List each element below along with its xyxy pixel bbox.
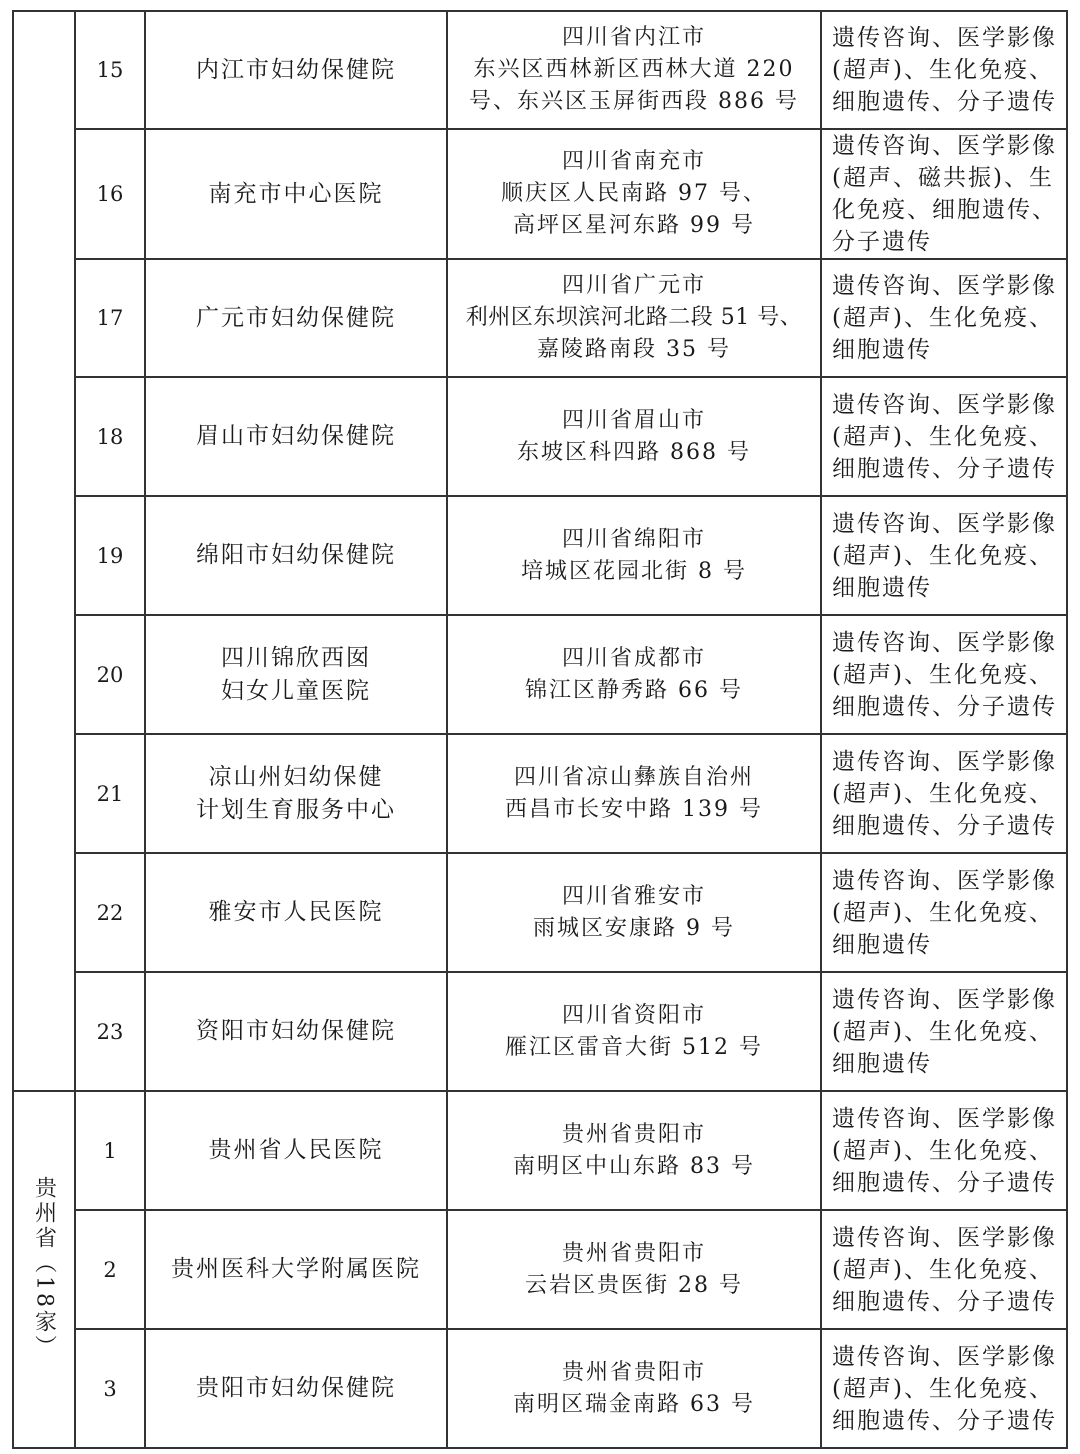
hospital-name: 广元市妇幼保健院	[145, 259, 447, 377]
hospital-services: 遗传咨询、医学影像 (超声)、生化免疫、 细胞遗传、分子遗传	[821, 734, 1067, 853]
hospital-name: 凉山州妇幼保健 计划生育服务中心	[145, 734, 447, 853]
hospital-services: 遗传咨询、医学影像 (超声)、生化免疫、 细胞遗传、分子遗传	[821, 615, 1067, 734]
hospital-name: 贵州省人民医院	[145, 1091, 447, 1210]
hospital-address: 四川省眉山市 东坡区科四路 868 号	[447, 377, 821, 496]
row-number: 17	[75, 259, 145, 377]
hospital-services: 遗传咨询、医学影像 (超声)、生化免疫、 细胞遗传	[821, 259, 1067, 377]
hospital-services: 遗传咨询、医学影像 (超声)、生化免疫、 细胞遗传、分子遗传	[821, 11, 1067, 129]
hospital-services: 遗传咨询、医学影像 (超声)、生化免疫、 细胞遗传	[821, 496, 1067, 615]
table-row	[13, 11, 1067, 129]
hospital-name: 四川锦欣西囡 妇女儿童医院	[145, 615, 447, 734]
row-number: 21	[75, 734, 145, 853]
table-row	[13, 615, 1067, 734]
hospital-address: 四川省成都市 锦江区静秀路 66 号	[447, 615, 821, 734]
table-row	[13, 1210, 1067, 1329]
hospital-name: 贵阳市妇幼保健院	[145, 1329, 447, 1448]
row-number: 18	[75, 377, 145, 496]
hospital-services: 遗传咨询、医学影像 (超声、磁共振)、生 化免疫、细胞遗传、 分子遗传	[821, 129, 1067, 259]
row-number: 3	[75, 1329, 145, 1448]
institution-table	[12, 10, 1068, 1449]
hospital-name: 南充市中心医院	[145, 129, 447, 259]
table-row	[13, 1329, 1067, 1448]
hospital-services: 遗传咨询、医学影像 (超声)、生化免疫、 细胞遗传、分子遗传	[821, 377, 1067, 496]
hospital-services: 遗传咨询、医学影像 (超声)、生化免疫、 细胞遗传、分子遗传	[821, 1329, 1067, 1448]
table-row	[13, 377, 1067, 496]
table-row	[13, 734, 1067, 853]
hospital-services: 遗传咨询、医学影像 (超声)、生化免疫、 细胞遗传、分子遗传	[821, 1210, 1067, 1329]
hospital-address: 贵州省贵阳市 南明区中山东路 83 号	[447, 1091, 821, 1210]
hospital-address: 四川省资阳市 雁江区雷音大街 512 号	[447, 972, 821, 1091]
hospital-services: 遗传咨询、医学影像 (超声)、生化免疫、 细胞遗传	[821, 853, 1067, 972]
hospital-name: 绵阳市妇幼保健院	[145, 496, 447, 615]
hospital-name: 雅安市人民医院	[145, 853, 447, 972]
hospital-address: 四川省南充市 顺庆区人民南路 97 号、 高坪区星河东路 99 号	[447, 129, 821, 259]
row-number: 2	[75, 1210, 145, 1329]
province-cell-sichuan	[13, 11, 75, 1091]
hospital-address: 四川省内江市 东兴区西林新区西林大道 220 号、东兴区玉屏街西段 886 号	[447, 11, 821, 129]
hospital-address: 四川省雅安市 雨城区安康路 9 号	[447, 853, 821, 972]
hospital-name: 内江市妇幼保健院	[145, 11, 447, 129]
province-cell-guizhou	[13, 1091, 75, 1448]
province-label: 贵州省（18家）	[31, 1175, 57, 1360]
hospital-address: 四川省绵阳市 培城区花园北街 8 号	[447, 496, 821, 615]
hospital-services: 遗传咨询、医学影像 (超声)、生化免疫、 细胞遗传、分子遗传	[821, 1091, 1067, 1210]
row-number: 19	[75, 496, 145, 615]
hospital-name: 眉山市妇幼保健院	[145, 377, 447, 496]
hospital-name: 贵州医科大学附属医院	[145, 1210, 447, 1329]
hospital-address: 贵州省贵阳市 云岩区贵医街 28 号	[447, 1210, 821, 1329]
row-number: 22	[75, 853, 145, 972]
hospital-address: 四川省凉山彝族自治州 西昌市长安中路 139 号	[447, 734, 821, 853]
row-number: 1	[75, 1091, 145, 1210]
table-row	[13, 853, 1067, 972]
table-row	[13, 259, 1067, 377]
hospital-services: 遗传咨询、医学影像 (超声)、生化免疫、 细胞遗传	[821, 972, 1067, 1091]
row-number: 20	[75, 615, 145, 734]
hospital-address: 四川省广元市 利州区东坝滨河北路二段 51 号、 嘉陵路南段 35 号	[447, 259, 821, 377]
row-number: 15	[75, 11, 145, 129]
table-row	[13, 1091, 1067, 1210]
hospital-name: 资阳市妇幼保健院	[145, 972, 447, 1091]
hospital-address: 贵州省贵阳市 南明区瑞金南路 63 号	[447, 1329, 821, 1448]
row-number: 23	[75, 972, 145, 1091]
table-row	[13, 972, 1067, 1091]
table-row	[13, 496, 1067, 615]
table-row	[13, 129, 1067, 259]
row-number: 16	[75, 129, 145, 259]
